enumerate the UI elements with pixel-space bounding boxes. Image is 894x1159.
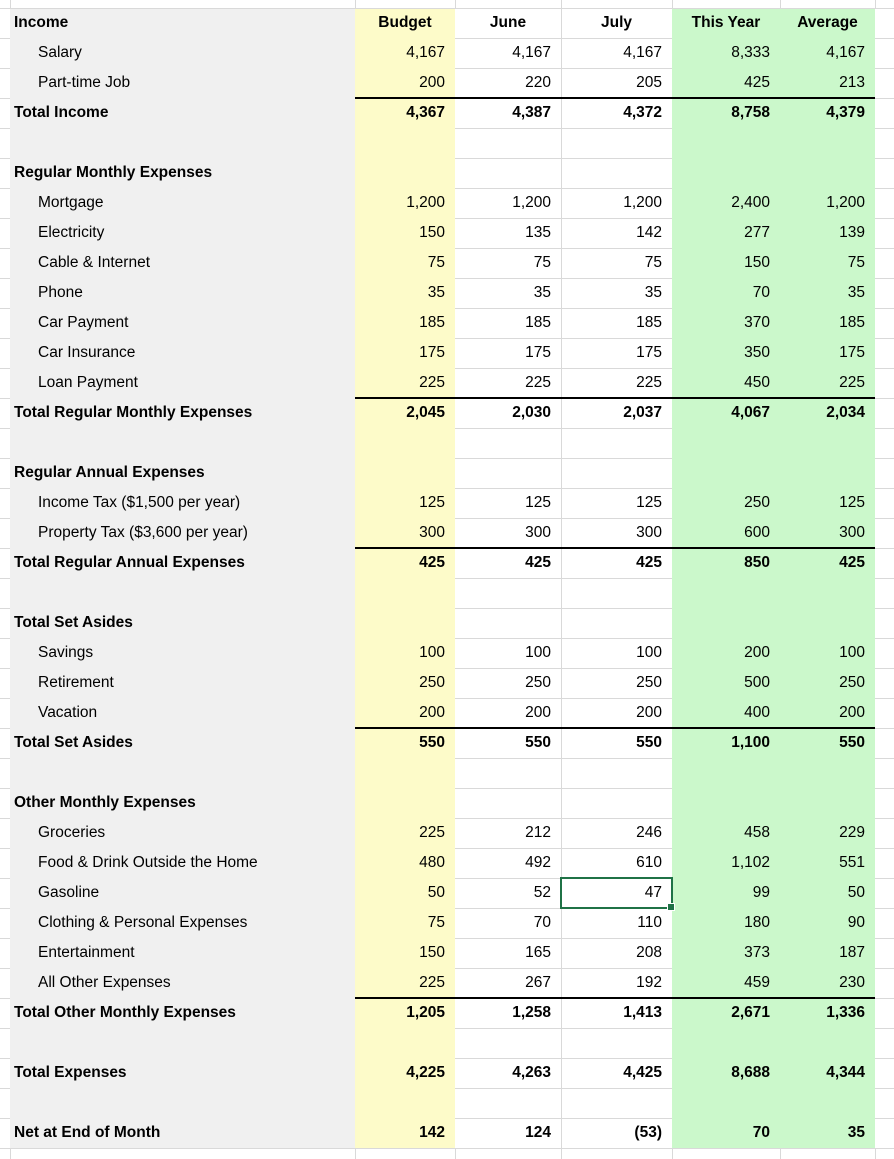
row-label[interactable]: Salary — [38, 44, 82, 61]
column-header-june[interactable]: June — [489, 14, 527, 31]
cell-budget[interactable]: 4,367 — [406, 104, 445, 121]
cell-this-year[interactable]: 99 — [752, 884, 770, 901]
cell-june[interactable]: 75 — [533, 254, 551, 271]
row-label[interactable]: Entertainment — [38, 944, 135, 961]
cell-budget[interactable]: 300 — [419, 524, 445, 541]
cell-average[interactable]: 35 — [847, 1124, 865, 1141]
cell-july[interactable]: 200 — [636, 704, 662, 721]
cell-july[interactable]: 4,167 — [623, 44, 662, 61]
cell-july[interactable]: 225 — [636, 374, 662, 391]
cell-budget[interactable]: 225 — [419, 974, 445, 991]
cell-june[interactable]: 70 — [533, 914, 551, 931]
cell-this-year[interactable]: 458 — [744, 824, 770, 841]
cell-budget[interactable]: 225 — [419, 374, 445, 391]
cell-july[interactable]: 1,200 — [623, 194, 662, 211]
cell-july[interactable]: 1,413 — [623, 1004, 662, 1021]
cell-average[interactable]: 175 — [839, 344, 865, 361]
cell-this-year[interactable]: 600 — [744, 524, 770, 541]
cell-june[interactable]: 267 — [525, 974, 551, 991]
column-header-this-year[interactable]: This Year — [691, 14, 761, 31]
cell-july[interactable]: 300 — [636, 524, 662, 541]
cell-this-year[interactable]: 2,400 — [731, 194, 770, 211]
cell-average[interactable]: 1,336 — [826, 1004, 865, 1021]
row-label[interactable]: Regular Annual Expenses — [14, 464, 205, 481]
cell-june[interactable]: 35 — [533, 284, 551, 301]
cell-average[interactable]: 213 — [839, 74, 865, 91]
cell-july[interactable]: 35 — [644, 284, 662, 301]
cell-june[interactable]: 165 — [525, 944, 551, 961]
cell-june[interactable]: 52 — [533, 884, 551, 901]
row-label[interactable]: Electricity — [38, 224, 105, 241]
row-label[interactable]: Retirement — [38, 674, 114, 691]
cell-july[interactable]: 125 — [636, 494, 662, 511]
cell-june[interactable]: 220 — [525, 74, 551, 91]
cell-july[interactable]: 205 — [636, 74, 662, 91]
cell-average[interactable]: 230 — [839, 974, 865, 991]
cell-budget[interactable]: 35 — [427, 284, 445, 301]
cell-budget[interactable]: 4,167 — [406, 44, 445, 61]
row-label[interactable]: Income Tax ($1,500 per year) — [38, 494, 241, 511]
column-header-july[interactable]: July — [600, 14, 632, 31]
cell-budget[interactable]: 1,205 — [406, 1004, 445, 1021]
row-label[interactable]: Income — [14, 14, 69, 31]
cell-july[interactable]: 100 — [636, 644, 662, 661]
column-header-budget[interactable]: Budget — [378, 14, 432, 31]
cell-july[interactable]: 250 — [636, 674, 662, 691]
cell-june[interactable]: 2,030 — [512, 404, 551, 421]
cell-june[interactable]: 225 — [525, 374, 551, 391]
row-label[interactable]: Part-time Job — [38, 74, 131, 91]
cell-this-year[interactable]: 450 — [744, 374, 770, 391]
cell-budget[interactable]: 2,045 — [406, 404, 445, 421]
cell-this-year[interactable]: 370 — [744, 314, 770, 331]
cell-average[interactable]: 250 — [839, 674, 865, 691]
cell-july[interactable]: 425 — [636, 554, 662, 571]
row-label[interactable]: Net at End of Month — [14, 1124, 161, 1141]
cell-june[interactable]: 124 — [525, 1124, 551, 1141]
cell-average[interactable]: 50 — [847, 884, 865, 901]
cell-june[interactable]: 492 — [525, 854, 551, 871]
cell-june[interactable]: 4,167 — [512, 44, 551, 61]
row-label[interactable]: Savings — [38, 644, 94, 661]
cell-this-year[interactable]: 200 — [744, 644, 770, 661]
cell-average[interactable]: 4,344 — [826, 1064, 865, 1081]
cell-average[interactable]: 425 — [839, 554, 865, 571]
cell-june[interactable]: 1,258 — [512, 1004, 551, 1021]
cell-budget[interactable]: 150 — [419, 224, 445, 241]
cell-july[interactable]: 246 — [636, 824, 662, 841]
cell-budget[interactable]: 100 — [419, 644, 445, 661]
cell-budget[interactable]: 425 — [419, 554, 445, 571]
row-label[interactable]: Loan Payment — [38, 374, 138, 391]
row-label[interactable]: Total Income — [14, 104, 109, 121]
cell-average[interactable]: 2,034 — [826, 404, 865, 421]
row-label[interactable]: Groceries — [38, 824, 106, 841]
cell-july[interactable]: 75 — [644, 254, 662, 271]
cell-average[interactable]: 229 — [839, 824, 865, 841]
cell-july[interactable]: 47 — [644, 884, 662, 901]
cell-this-year[interactable]: 500 — [744, 674, 770, 691]
cell-budget[interactable]: 200 — [419, 704, 445, 721]
cell-this-year[interactable]: 8,333 — [731, 44, 770, 61]
row-label[interactable]: Clothing & Personal Expenses — [38, 914, 248, 931]
cell-june[interactable]: 125 — [525, 494, 551, 511]
cell-july[interactable]: (53) — [634, 1124, 662, 1141]
cell-average[interactable]: 1,200 — [826, 194, 865, 211]
cell-budget[interactable]: 75 — [427, 254, 445, 271]
cell-july[interactable]: 208 — [636, 944, 662, 961]
cell-this-year[interactable]: 8,758 — [731, 104, 770, 121]
fill-handle[interactable] — [667, 903, 675, 911]
cell-average[interactable]: 200 — [839, 704, 865, 721]
cell-this-year[interactable]: 400 — [744, 704, 770, 721]
cell-budget[interactable]: 75 — [427, 914, 445, 931]
cell-average[interactable]: 185 — [839, 314, 865, 331]
cell-average[interactable]: 300 — [839, 524, 865, 541]
cell-july[interactable]: 4,372 — [623, 104, 662, 121]
cell-average[interactable]: 4,167 — [826, 44, 865, 61]
cell-average[interactable]: 125 — [839, 494, 865, 511]
cell-june[interactable]: 200 — [525, 704, 551, 721]
row-label[interactable]: Phone — [38, 284, 83, 301]
cell-average[interactable]: 75 — [847, 254, 865, 271]
cell-july[interactable]: 192 — [636, 974, 662, 991]
row-label[interactable]: All Other Expenses — [38, 974, 171, 991]
row-label[interactable]: Total Set Asides — [14, 734, 133, 751]
row-label[interactable]: Regular Monthly Expenses — [14, 164, 213, 181]
row-label[interactable]: Vacation — [38, 704, 98, 721]
cell-this-year[interactable]: 150 — [744, 254, 770, 271]
cell-average[interactable]: 551 — [839, 854, 865, 871]
cell-budget[interactable]: 550 — [419, 734, 445, 751]
cell-average[interactable]: 4,379 — [826, 104, 865, 121]
cell-june[interactable]: 185 — [525, 314, 551, 331]
cell-june[interactable]: 300 — [525, 524, 551, 541]
row-label[interactable]: Food & Drink Outside the Home — [38, 854, 258, 871]
row-label[interactable]: Total Set Asides — [14, 614, 133, 631]
cell-this-year[interactable]: 277 — [744, 224, 770, 241]
cell-this-year[interactable]: 70 — [752, 284, 770, 301]
row-label[interactable]: Other Monthly Expenses — [14, 794, 196, 811]
cell-june[interactable]: 4,387 — [512, 104, 551, 121]
cell-average[interactable]: 225 — [839, 374, 865, 391]
cell-budget[interactable]: 175 — [419, 344, 445, 361]
cell-june[interactable]: 175 — [525, 344, 551, 361]
cell-july[interactable]: 110 — [637, 914, 662, 931]
cell-this-year[interactable]: 1,102 — [731, 854, 770, 871]
cell-june[interactable]: 550 — [525, 734, 551, 751]
cell-average[interactable]: 187 — [839, 944, 865, 961]
cell-this-year[interactable]: 4,067 — [731, 404, 770, 421]
cell-average[interactable]: 35 — [847, 284, 865, 301]
selected-cell-indicator — [560, 877, 673, 909]
cell-june[interactable]: 250 — [525, 674, 551, 691]
row-label[interactable]: Car Payment — [38, 314, 129, 331]
cell-july[interactable]: 2,037 — [623, 404, 662, 421]
cell-budget[interactable]: 480 — [419, 854, 445, 871]
cell-june[interactable]: 212 — [525, 824, 551, 841]
cell-june[interactable]: 425 — [525, 554, 551, 571]
row-label[interactable]: Gasoline — [38, 884, 100, 901]
cell-average[interactable]: 100 — [839, 644, 865, 661]
cell-average[interactable]: 139 — [839, 224, 865, 241]
cell-this-year[interactable]: 373 — [744, 944, 770, 961]
row-label[interactable]: Mortgage — [38, 194, 104, 211]
column-header-average[interactable]: Average — [797, 14, 858, 31]
cell-july[interactable]: 175 — [636, 344, 662, 361]
cell-budget[interactable]: 50 — [427, 884, 445, 901]
cell-this-year[interactable]: 2,671 — [731, 1004, 770, 1021]
row-label[interactable]: Cable & Internet — [38, 254, 151, 271]
cell-this-year[interactable]: 180 — [744, 914, 770, 931]
cell-budget[interactable]: 125 — [419, 494, 445, 511]
cell-this-year[interactable]: 1,100 — [731, 734, 770, 751]
cell-this-year[interactable]: 350 — [744, 344, 770, 361]
row-label[interactable]: Property Tax ($3,600 per year) — [38, 524, 248, 541]
cell-june[interactable]: 1,200 — [512, 194, 551, 211]
cell-this-year[interactable]: 459 — [744, 974, 770, 991]
cell-this-year[interactable]: 250 — [744, 494, 770, 511]
cell-july[interactable]: 142 — [636, 224, 662, 241]
cell-budget[interactable]: 150 — [419, 944, 445, 961]
cell-budget[interactable]: 185 — [419, 314, 445, 331]
row-label[interactable]: Total Expenses — [14, 1064, 127, 1081]
cell-budget[interactable]: 225 — [419, 824, 445, 841]
cell-july[interactable]: 610 — [636, 854, 662, 871]
row-label[interactable]: Total Other Monthly Expenses — [14, 1004, 236, 1021]
cell-july[interactable]: 550 — [636, 734, 662, 751]
cell-july[interactable]: 185 — [636, 314, 662, 331]
cell-average[interactable]: 90 — [847, 914, 865, 931]
row-label[interactable]: Car Insurance — [38, 344, 136, 361]
cell-this-year[interactable]: 850 — [744, 554, 770, 571]
row-label[interactable]: Total Regular Annual Expenses — [14, 554, 245, 571]
cell-this-year[interactable]: 70 — [752, 1124, 770, 1141]
row-label[interactable]: Total Regular Monthly Expenses — [14, 404, 253, 421]
cell-budget[interactable]: 200 — [419, 74, 445, 91]
cell-budget[interactable]: 142 — [419, 1124, 445, 1141]
cell-june[interactable]: 135 — [525, 224, 551, 241]
cell-june[interactable]: 100 — [525, 644, 551, 661]
cell-budget[interactable]: 4,225 — [406, 1064, 445, 1081]
cell-average[interactable]: 550 — [839, 734, 865, 751]
cell-this-year[interactable]: 425 — [744, 74, 770, 91]
cell-july[interactable]: 4,425 — [623, 1064, 662, 1081]
cell-budget[interactable]: 1,200 — [406, 194, 445, 211]
cell-this-year[interactable]: 8,688 — [731, 1064, 770, 1081]
cell-june[interactable]: 4,263 — [512, 1064, 551, 1081]
cell-budget[interactable]: 250 — [419, 674, 445, 691]
